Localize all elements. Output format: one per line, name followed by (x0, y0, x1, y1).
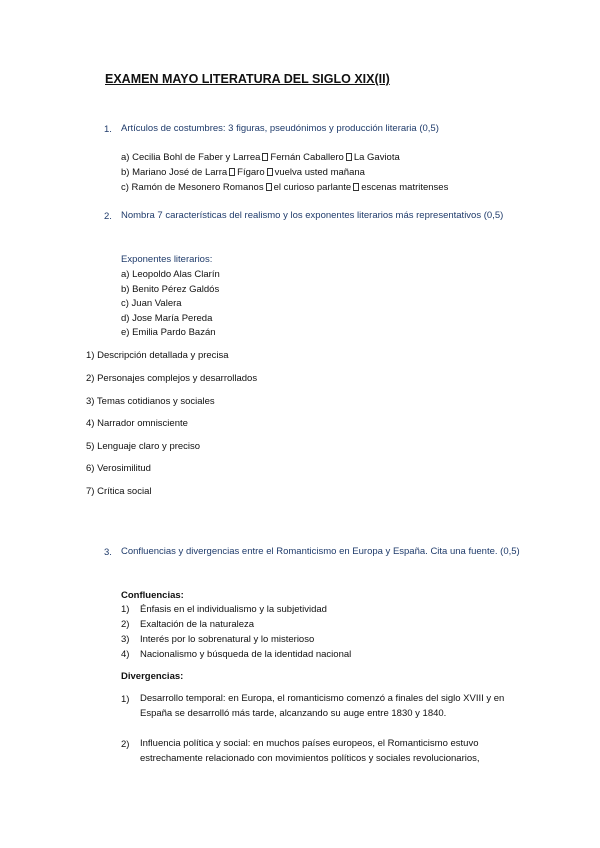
question-1-number: 1. (104, 124, 112, 135)
confluencia-text: Énfasis en el individualismo y la subjetividad (140, 604, 327, 615)
characteristic-item: 5) Lenguaje claro y preciso (86, 441, 201, 452)
document-title: EXAMEN MAYO LITERATURA DEL SIGLO XIX(II) (105, 72, 390, 86)
confluencia-text: Nacionalismo y búsqueda de la identidad nacional (140, 649, 352, 660)
characteristic-item: 4) Narrador omnisciente (86, 418, 188, 429)
question-3-text: Confluencias y divergencias entre el Romanticismo en Europa y España. Cita una fuente. (0,5) (121, 546, 520, 557)
question-2-text: Nombra 7 características del realismo y los exponentes literarios más representativos (0,5) (121, 210, 504, 221)
divergencia-text: Influencia política y social: en muchos países europeos, el Romanticismo estuvo estrechamente relacionado con movimientos políticos y sociales revolucionarios, (140, 738, 480, 764)
characteristic-item: 2) Personajes complejos y desarrollados (86, 373, 258, 384)
confluencia-text: Exaltación de la naturaleza (140, 619, 255, 630)
q1-item-a (121, 152, 400, 163)
q1-item-a-work: La Gaviota (353, 152, 400, 163)
missing-glyph-icon (266, 183, 272, 191)
divergencia-number: 1) (121, 694, 130, 705)
q1-item-a-author: a) Cecilia Bohl de Faber y Larrea (121, 152, 261, 163)
confluencia-number: 3) (121, 634, 130, 645)
question-1-text: Artículos de costumbres: 3 figuras, pseudónimos y producción literaria (0,5) (121, 123, 439, 134)
q1-item-b-pseudonym: Fígaro (237, 167, 265, 178)
exponent-item: b) Benito Pérez Galdós (121, 284, 220, 295)
q1-item-a-pseudonym: Fernán Caballero (270, 152, 344, 163)
confluencia-number: 2) (121, 619, 130, 630)
q1-item-c-work: escenas matritenses (361, 182, 449, 193)
divergencias-label: Divergencias: (121, 671, 184, 682)
confluencia-text: Interés por lo sobrenatural y lo misterioso (140, 634, 315, 645)
confluencia-number: 1) (121, 604, 130, 615)
question-3-number: 3. (104, 547, 112, 558)
characteristic-item: 1) Descripción detallada y precisa (86, 350, 229, 361)
confluencia-number: 4) (121, 649, 130, 660)
exponent-item: d) Jose María Pereda (121, 313, 213, 324)
question-2-number: 2. (104, 211, 112, 222)
characteristic-item: 3) Temas cotidianos y sociales (86, 396, 215, 407)
divergencia-number: 2) (121, 739, 130, 750)
characteristic-item: 7) Crítica social (86, 486, 152, 497)
q1-item-b-author: b) Mariano José de Larra (121, 167, 228, 178)
exponents-label: Exponentes literarios: (121, 254, 213, 265)
missing-glyph-icon (229, 168, 235, 176)
missing-glyph-icon (346, 153, 352, 161)
missing-glyph-icon (353, 183, 359, 191)
exponent-item: c) Juan Valera (121, 298, 182, 309)
confluencias-label: Confluencias: (121, 590, 184, 601)
characteristic-item: 6) Verosimilitud (86, 463, 151, 474)
divergencia-text: Desarrollo temporal: en Europa, el romanticismo comenzó a finales del siglo XVIII y en España se desarrolló más tarde, alcanzando su auge entre 1830 y 1840. (140, 693, 505, 719)
q1-item-b-work: vuelva usted mañana (274, 167, 365, 178)
q1-item-c-pseudonym: el curioso parlante (273, 182, 352, 193)
missing-glyph-icon (267, 168, 273, 176)
q1-item-c (121, 182, 448, 193)
q1-item-c-author: c) Ramón de Mesonero Romanos (121, 182, 264, 193)
exponent-item: e) Emilia Pardo Bazán (121, 327, 216, 338)
missing-glyph-icon (262, 153, 268, 161)
q1-item-b (121, 167, 365, 178)
exponent-item: a) Leopoldo Alas Clarín (121, 269, 220, 280)
